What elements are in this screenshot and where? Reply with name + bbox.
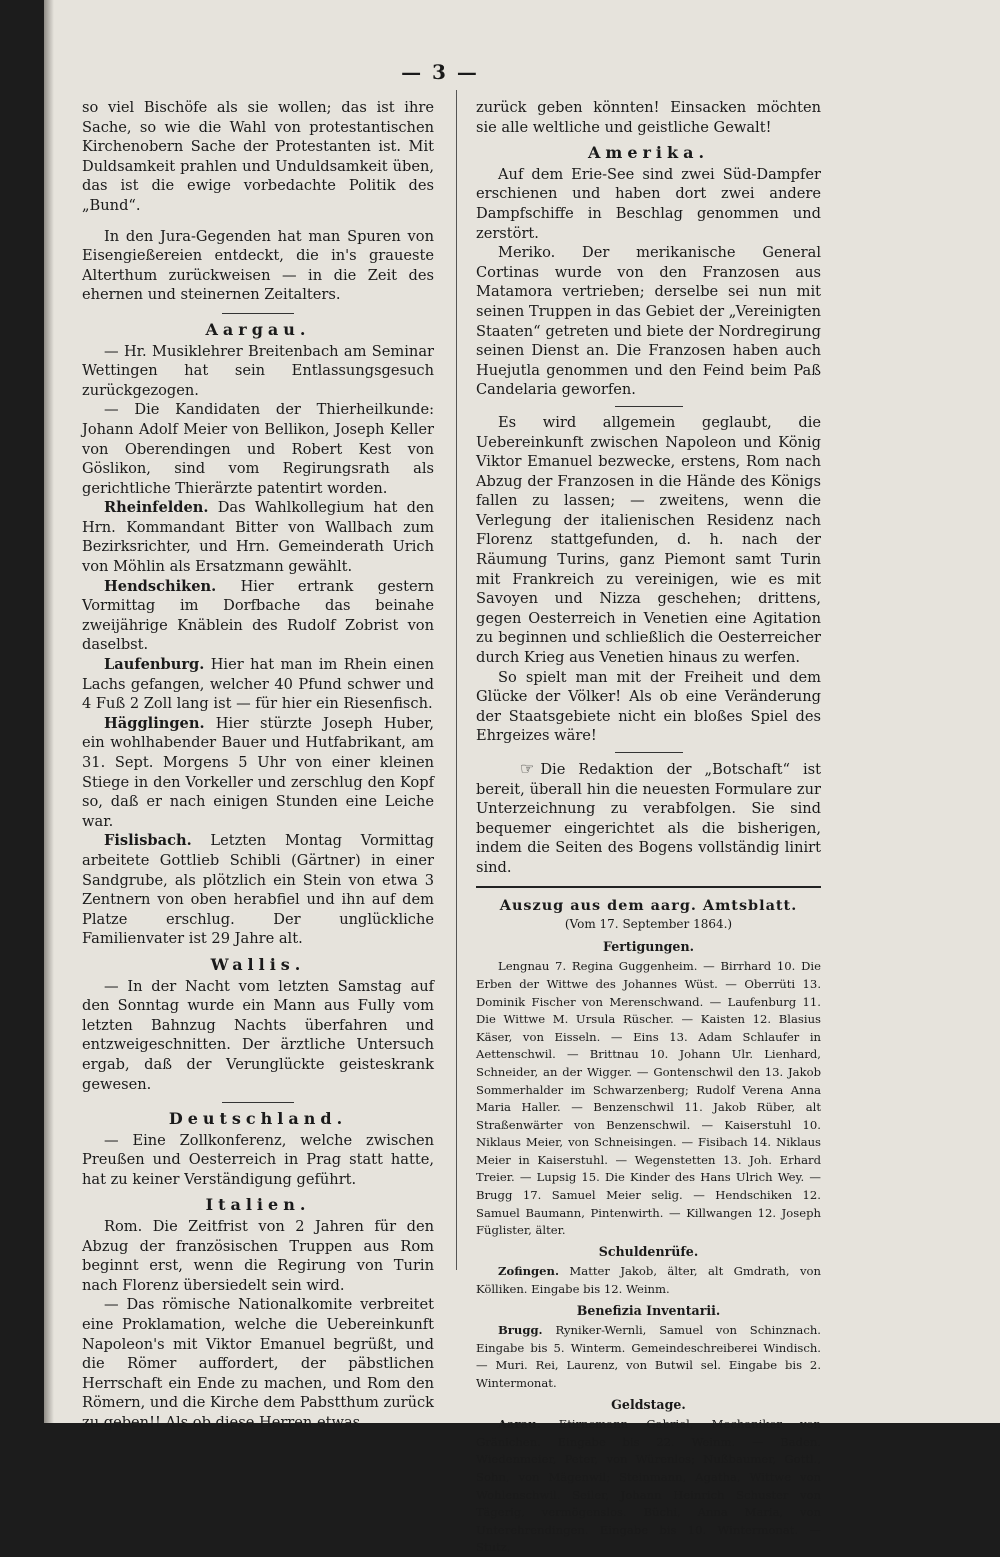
section-heading-wallis: Wallis.	[210, 954, 306, 974]
section-heading-amerika: Amerika.	[587, 143, 710, 163]
article-paragraph: Auf dem Erie-See sind zwei Süd-Dampfer erschienen und haben dort zwei andere Dampfschiffe in Beschlag genommen und zerstört.	[476, 165, 821, 242]
article-paragraph: — Hr. Musiklehrer Breitenbach am Seminar Wettingen hat sein Entlassungsgesuch zurückgezogen.	[82, 342, 434, 399]
place-name: Rheinfelden.	[104, 499, 209, 517]
page-fold-shadow	[44, 0, 54, 1423]
notice-paragraph	[476, 759, 821, 878]
amtsblatt-date: (Vom 17. September 1864.)	[564, 917, 733, 932]
left-column	[82, 98, 434, 1433]
article-paragraph: so viel Bischöfe als sie wollen; das ist ihre Sache, so wie die Wahl von protestantischen Kirchenobern Sache der Protestanten ist. Mit Duldsamkeit prahlen und Unduldsamkeit üben, das ist die ewige vorbedachte Politik des „Bund“.	[82, 99, 434, 214]
news-item	[82, 577, 434, 655]
section-heading-aargau: Aargau.	[205, 319, 311, 339]
section-heading-deutschland: Deutschland.	[168, 1109, 348, 1129]
article-paragraph: — Eine Zollkonferenz, welche zwischen Preußen und Oesterreich in Prag statt hatte, hat zu keiner Verständigung geführt.	[82, 1131, 434, 1188]
pointing-hand-icon: ☞	[520, 759, 535, 778]
notice-text: Ryniker-Wernli, Samuel von Schinznach. Eingabe bis 5. Winterm. Gemeindeschreiberei Windisch. — Muri. Rei, Laurenz, von Butwil sel. Eingabe bis 2. Wintermonat.	[476, 1323, 821, 1390]
article-paragraph: — Das römische Nationalkomite verbreitet eine Proklamation, welche die Uebereinkunft Napoleon's mit Viktor Emanuel begrüßt, und die Römer auffordert, der päbstlichen Herrschaft ein Ende zu machen, und Rom den Römern, und die Kirche dem Pabstthum zurück zu geben!! Als ob diese Herren etwas	[82, 1296, 434, 1431]
news-text: Hier hat man im Rhein einen Lachs gefangen, welcher 40 Pfund schwer und 4 Fuß 2 Zoll lang ist — für hier ein Riesenfisch.	[82, 656, 434, 713]
article-paragraph: Meriko. Der merikanische General Cortinas wurde von den Franzosen aus Matamora vertrieben; derselbe sei nun mit seinen Truppen in das Gebiet der „Vereinigten Staaten“ getreten und biete der Nordregirung seinen Dienst an. Die Franzosen haben auch Huejutla genommen und den Feind beim Paß Candelaria geworfen.	[476, 244, 821, 399]
place-name: Hägglingen.	[104, 714, 205, 732]
section-rule	[615, 752, 683, 753]
place-name: Fislisbach.	[104, 832, 192, 850]
place-name: Aarau.	[498, 1417, 541, 1432]
notice-text: Die Redaktion der „Botschaft“ ist bereit, überall hin die neuesten Formulare zur Unterzeichnung zu verabfolgen. Sie sind bequemer eingerichtet als die bisherigen, indem die Seiten des Bogens vollständig linirt sind.	[476, 761, 821, 876]
article-paragraph: — In der Nacht vom letzten Samstag auf den Sonntag wurde ein Mann aus Fully vom letzten Bahnzug Nachts überfahren und entzweigeschnitten. Der ärztliche Untersuch ergab, daß der Verunglückte geisteskrank gewesen.	[82, 977, 434, 1093]
article-paragraph: Es wird allgemein geglaubt, die Uebereinkunft zwischen Napoleon und König Viktor Emanuel bezwecke, erstens, Rom nach Abzug der Franzosen in die Hände des Königs fallen zu lassen; — zweitens, wenn die Verlegung der italienischen Residenz nach Florenz stattgefunden, d. h. nach der Räumung Turins, ganz Piemont samt Turin mit Frankreich zu vereinigen, wie es mit Savoyen und Nizza geschehen; drittens, gegen Oesterreich in Venetien eine Agitation zu beginnen und schließlich die Oesterreicher durch Krieg aus Venetien hinaus zu werfen.	[476, 413, 821, 667]
news-text: Hier stürzte Joseph Huber, ein wohlhabender Bauer und Hutfabrikant, am 31. Sept. Morgens 5 Uhr von einer kleinen Stiege in den Vorkeller und zerschlug den Kopf so, daß er nach einigen Stunden eine Leiche war.	[82, 714, 434, 830]
subsection-heading-schuldenrufe: Schuldenrüfe.	[598, 1243, 699, 1259]
section-rule	[222, 313, 294, 314]
column-divider	[456, 90, 457, 1270]
news-item	[82, 655, 434, 714]
right-column	[476, 98, 821, 1557]
notice-item	[476, 1263, 821, 1298]
news-item	[82, 831, 434, 949]
amtsblatt-heading: Auszug aus dem aarg. Amtsblatt.	[499, 896, 798, 914]
section-rule-thick	[476, 886, 821, 888]
article-paragraph: In den Jura-Gegenden hat man Spuren von Eisengießereien entdeckt, die in's graueste Alterthum zurückweisen — in die Zeit des ehernen und steinernen Zeitalters.	[82, 227, 434, 304]
section-rule	[222, 1102, 294, 1103]
news-item	[82, 498, 434, 576]
subsection-heading-fertigungen: Fertigungen.	[603, 938, 694, 954]
fertigungen-list: Lengnau 7. Regina Guggenheim. — Birrhard 10. Die Erben der Wittwe des Johannes Wüst. — Oberrüti 13. Dominik Fischer von Merenschwand. — Laufenburg 11. Die Wittwe M. Ursula Rüscher. — Kaisten 12. Blasius Käser, von Eisseln. — Eins 13. Adam Schlaufer in Aettenschwil. — Brittnau 10. Johann Ulr. Lienhard, Schneider, an der Wigger. — Gontenschwil den 13. Jakob Sommerhalder im Schwarzenberg; Rudolf Verena Anna Maria Haller. — Benzenschwil 11. Jakob Rüber, alt Straßenwärter von Benzenschwil. — Kaiserstuhl 10. Niklaus Meier, von Schneisingen. — Fisibach 14. Niklaus Meier in Kaiserstuhl. — Wegenstetten 13. Joh. Erhard Treier. — Lupsig 15. Die Kinder des Hans Ulrich Wey. — Brugg 17. Samuel Meier selig. — Hendschiken 12. Samuel Baumann, Pintenwirth. — Killwangen 12. Joseph Füglister, älter.	[476, 959, 821, 1238]
notice-item	[476, 1416, 821, 1557]
section-heading-italien: Italien.	[205, 1195, 311, 1215]
subsection-heading-benefizia: Benefizia Inventarii.	[576, 1302, 721, 1318]
notice-item	[476, 1322, 821, 1392]
news-text: Das Wahlkollegium hat den Hrn. Kommandant Bitter von Wallbach zum Bezirksrichter, und Hrn. Gemeinderath Urich von Möhlin als Ersatzmann gewählt.	[82, 499, 434, 576]
notice-text: Etirnemann Gabriel, Mechaniker von Gränichen. Eingabe bis 22. Weinm. — Baden. Wiedenmeier, Peter, von Würenlos; Nußbaumer, Gottl., Sohn, von Mägenwil; Steinmann, Agatha, Wittwe von Wohlenschwil. Seiler, Johann Heinrich Schuster von Tägerig, vermögenslos. Büchi, Anna Maria, von Unterehrendingen. Eingabe bis 10. Wintermonat. — Stutz,	[476, 1417, 821, 1555]
subsection-heading-geldstage: Geldstage.	[611, 1396, 686, 1412]
place-name: Zofingen.	[498, 1264, 560, 1279]
news-text: Letzten Montag Vormittag arbeitete Gottlieb Schibli (Gärtner) in einer Sandgrube, als plötzlich ein Stein von etwa 3 Zentnern von oben herabfiel und ihn auf dem Platze erschlug. Der unglückliche Familienvater ist 29 Jahre alt.	[82, 832, 434, 948]
place-name: Brugg.	[498, 1323, 543, 1338]
news-item	[82, 714, 434, 832]
section-rule	[615, 406, 683, 407]
article-paragraph: zurück geben könnten! Einsacken möchten sie alle weltliche und geistliche Gewalt!	[476, 99, 821, 136]
news-text: Hier ertrank gestern Vormittag im Dorfbache das beinahe zweijährige Knäblein des Rudolf Zobrist von daselbst.	[82, 577, 434, 654]
notice-text: Matter Jakob, älter, alt Gmdrath, von Kölliken. Eingabe bis 12. Weinm.	[476, 1264, 821, 1297]
place-name: Hendschiken.	[104, 577, 217, 595]
article-paragraph: Rom. Die Zeitfrist von 2 Jahren für den Abzug der französischen Truppen aus Rom beginnt erst, wenn die Regirung von Turin nach Florenz übersiedelt sein wird.	[82, 1218, 434, 1294]
place-name: Laufenburg.	[104, 656, 205, 674]
page-number: — 3 —	[401, 60, 479, 84]
article-paragraph: So spielt man mit der Freiheit und dem Glücke der Völker! Als ob eine Veränderung der Staatsgebiete nicht ein bloßes Spiel des Ehrgeizes wäre!	[476, 668, 821, 745]
article-paragraph: — Die Kandidaten der Thierheilkunde: Johann Adolf Meier von Bellikon, Joseph Keller von Oberendingen und Robert Kest von Göslikon, sind vom Regirungsrath als gerichtliche Thierärzte patentirt worden.	[82, 401, 434, 497]
